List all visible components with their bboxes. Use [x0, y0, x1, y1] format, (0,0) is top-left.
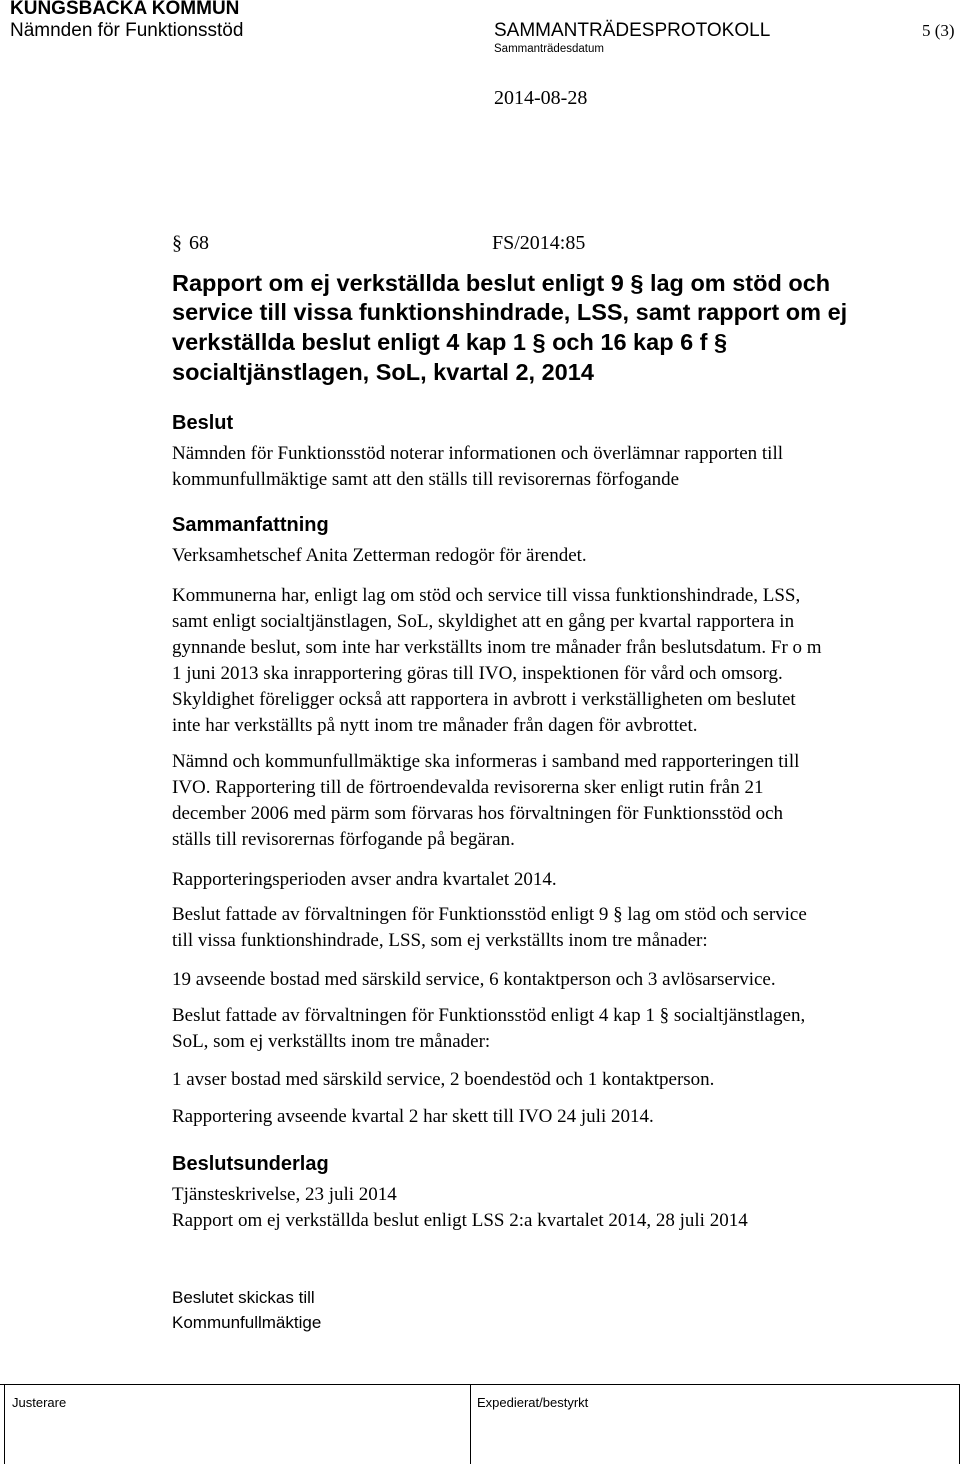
beslut-text-line: kommunfullmäktige samt att den ställs till revisorernas förfogande	[172, 469, 680, 490]
underlag-item: Tjänsteskrivelse, 23 juli 2014	[172, 1184, 397, 1205]
beslutsunderlag-heading: Beslutsunderlag	[172, 1153, 329, 1175]
distribution-label: Beslutet skickas till	[172, 1288, 315, 1307]
footer-divider	[0, 1384, 960, 1385]
case-number: FS/2014:85	[492, 232, 586, 254]
body-text-line: Rapportering avseende kvartal 2 har skett till IVO 24 juli 2014.	[172, 1106, 654, 1127]
expedierat-label: Expedierat/bestyrkt	[477, 1395, 589, 1410]
body-text-line: till vissa funktionshindrade, LSS, som ej verkställts inom tre månader:	[172, 930, 708, 951]
body-text-line: Skyldighet föreligger också att rapportera in avbrott i verkställigheten om beslutet	[172, 689, 796, 710]
body-text-line: gynnande beslut, som inte har verkställts inom tre månader från beslutsdatum. Fr o m	[172, 637, 822, 658]
section-title-line: Rapport om ej verkställda beslut enligt 9 § lag om stöd och	[172, 270, 831, 296]
body-text-line: ställs till revisorernas förfogande på begäran.	[172, 829, 515, 850]
footer-box-middle	[470, 1384, 472, 1464]
committee-name: Nämnden för Funktionsstöd	[10, 20, 244, 41]
body-text-line: Nämnd och kommunfullmäktige ska informeras i samband med rapporteringen till	[172, 751, 800, 772]
section-title-line: verkställda beslut enligt 4 kap 1 § och 16 kap 6 f §	[172, 329, 728, 355]
page-number: 5 (3)	[922, 21, 955, 40]
sammanfattning-heading: Sammanfattning	[172, 514, 329, 536]
body-text-line: Beslut fattade av förvaltningen för Funktionsstöd enligt 9 § lag om stöd och service	[172, 904, 807, 925]
body-text-line: inte har verkställts på nytt inom tre månader från dagen för avbrottet.	[172, 715, 698, 736]
body-text-line: SoL, som ej verkställts inom tre månader:	[172, 1031, 491, 1052]
body-text-line: Verksamhetschef Anita Zetterman redogör för ärendet.	[172, 545, 587, 566]
underlag-item: Rapport om ej verkställda beslut enligt LSS 2:a kvartalet 2014, 28 juli 2014	[172, 1210, 748, 1231]
body-text-line: 1 juni 2013 ska inrapportering göras till IVO, inspektionen för vård och omsorg.	[172, 663, 783, 684]
justerare-label: Justerare	[12, 1395, 67, 1410]
body-text-line: Kommunerna har, enligt lag om stöd och service till vissa funktionshindrade, LSS,	[172, 585, 801, 606]
body-text-line: Rapporteringsperioden avser andra kvartalet 2014.	[172, 869, 557, 890]
body-text-line: 1 avser bostad med särskild service, 2 boendestöd och 1 kontaktperson.	[172, 1069, 715, 1090]
body-text-line: IVO. Rapportering till de förtroendevalda revisorerna sker enligt rutin från 21	[172, 777, 764, 798]
distribution-recipient: Kommunfullmäktige	[172, 1313, 322, 1332]
meeting-date-label: Sammanträdesdatum	[494, 43, 604, 55]
paragraph-number: 68	[189, 232, 209, 254]
beslut-text-line: Nämnden för Funktionsstöd noterar informationen och överlämnar rapporten till	[172, 443, 784, 464]
body-text-line: december 2006 med pärm som förvaras hos förvaltningen för Funktionsstöd och	[172, 803, 784, 824]
document-type: SAMMANTRÄDESPROTOKOLL	[494, 20, 771, 41]
organization-name: KUNGSBACKA KOMMUN	[10, 0, 240, 19]
section-title-line: socialtjänstlagen, SoL, kvartal 2, 2014	[172, 359, 594, 385]
beslut-heading: Beslut	[172, 412, 234, 434]
body-text-line: Beslut fattade av förvaltningen för Funktionsstöd enligt 4 kap 1 § socialtjänstlagen,	[172, 1005, 806, 1026]
body-text-line: samt enligt socialtjänstlagen, SoL, skyldighet att en gång per kvartal rapportera in	[172, 611, 795, 632]
body-text-line: 19 avseende bostad med särskild service, 6 kontaktperson och 3 avlösarservice.	[172, 969, 776, 990]
meeting-date: 2014-08-28	[494, 87, 588, 109]
section-title-line: service till vissa funktionshindrade, LSS, samt rapport om ej	[172, 299, 848, 325]
